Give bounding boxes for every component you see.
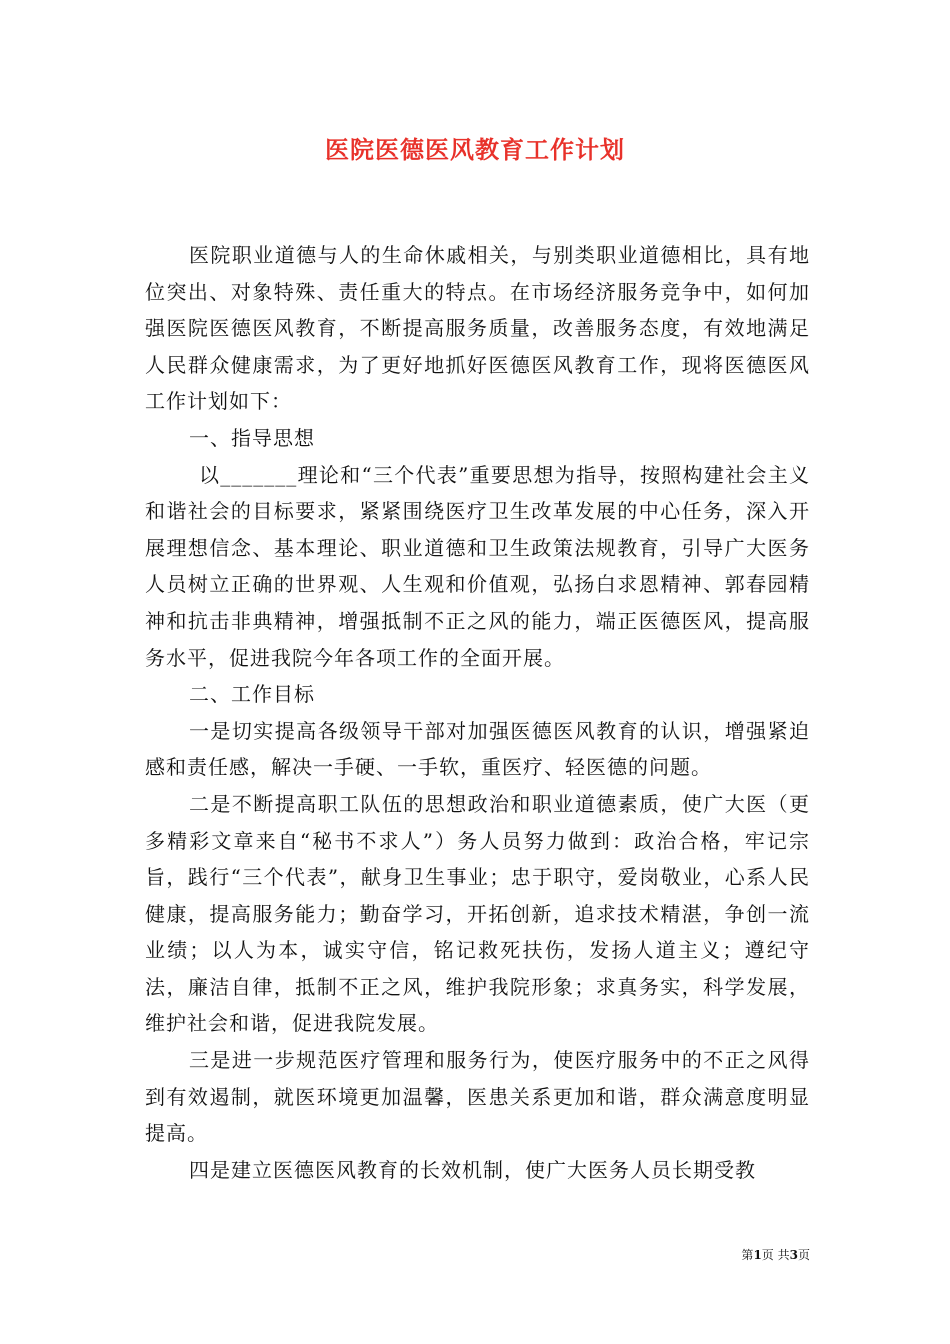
footer-suffix: 页 [797,1248,810,1262]
page-number-footer [700,1247,810,1263]
paragraph-intro: 医院职业道德与人的生命休戚相关，与别类职业道德相比，具有地位突出、对象特殊、责任重大的特点。在市场经济服务竞争中，如何加强医院医德医风教育，不断提高服务质量，改善服务态度，有效地满足人民群众健康需求，为了更好地抓好医德医风教育工作，现将医德医风工作计划如下： [145,243,810,414]
footer-total-pages: 3 [789,1248,798,1262]
document-title: 医院医德医风教育工作计划 [325,135,625,164]
footer-current-page: 1 [753,1248,762,1262]
paragraph-goal-one: 一是切实提高各级领导干部对加强医德医风教育的认识，增强紧迫感和责任感，解决一手硬、一手软，重医疗、轻医德的问题。 [145,718,810,780]
footer-prefix: 第 [741,1248,754,1262]
footer-middle: 页 共 [761,1248,790,1262]
heading-work-goals: 二、工作目标 [189,682,315,707]
paragraph-goal-two: 二是不断提高职工队伍的思想政治和职业道德素质，使广大医（更多精彩文章来自“秘书不求人”）务人员努力做到：政治合格，牢记宗旨，践行“三个代表”，献身卫生事业；忠于职守，爱岗敬业，心系人民健康，提高服务能力；勤奋学习，开拓创新，追求技术精湛，争创一流业绩；以人为本，诚实守信，铭记救死扶伤，发扬人道主义；遵纪守法，廉洁自律，抵制不正之风，维护我院形象；求真务实，科学发展，维护社会和谐，促进我院发展。 [145,791,810,1036]
heading-guiding-thought: 一、指导思想 [189,425,315,450]
paragraph-goal-four: 四是建立医德医风教育的长效机制，使广大医务人员长期受教 [189,1157,756,1182]
paragraph-goal-three: 三是进一步规范医疗管理和服务行为，使医疗服务中的不正之风得到有效遏制，就医环境更加温馨，医患关系更加和谐，群众满意度明显提高。 [145,1048,810,1146]
document-body [145,237,810,1188]
paragraph-guiding-thought: 以_______理论和“三个代表”重要思想为指导，按照构建社会主义和谐社会的目标要求，紧紧围绕医疗卫生改革发展的中心任务，深入开展理想信念、基本理论、职业道德和卫生政策法规教育，引导广大医务人员树立正确的世界观、人生观和价值观，弘扬白求恩精神、郭春园精神和抗击非典精神，增强抵制不正之风的能力，端正医德医风，提高服务水平，促进我院今年各项工作的全面开展。 [145,462,810,670]
